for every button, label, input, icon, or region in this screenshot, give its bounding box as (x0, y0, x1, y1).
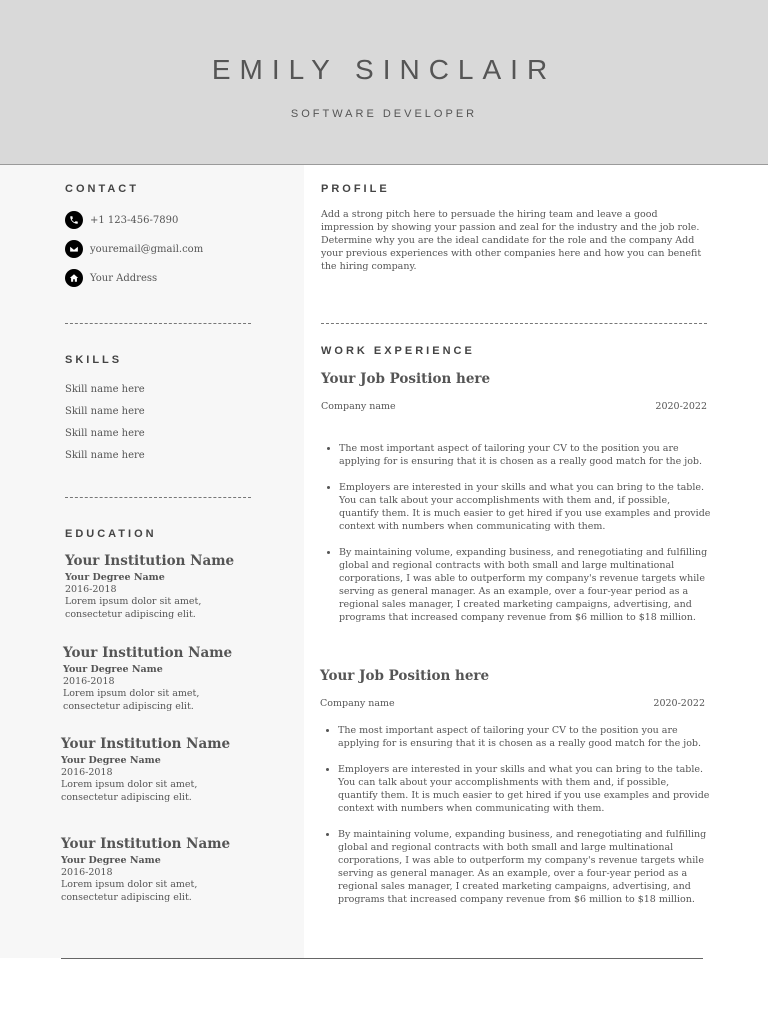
education-years: 2016-2018 (61, 867, 113, 878)
job-position: Your Job Position here (321, 371, 491, 387)
degree-name: Your Degree Name (61, 855, 161, 866)
job-entry (321, 371, 711, 637)
profile-heading: PROFILE (321, 183, 390, 195)
job-bullets (320, 724, 710, 906)
institution-name: Your Institution Name (63, 645, 233, 661)
skill-item: Skill name here (65, 384, 145, 395)
candidate-title: SOFTWARE DEVELOPER (290, 108, 478, 120)
education-description: Lorem ipsum dolor sit amet, consectetur adipiscing elit. (61, 779, 198, 803)
education-item (61, 836, 301, 904)
education-item (61, 736, 301, 804)
phone-icon (65, 211, 83, 229)
contact-heading: CONTACT (65, 183, 139, 195)
skill-item: Skill name here (65, 406, 145, 417)
work-heading: WORK EXPERIENCE (321, 345, 475, 357)
education-description: Lorem ipsum dolor sit amet, consectetur adipiscing elit. (61, 879, 198, 903)
contact-phone (65, 211, 178, 229)
contact-address (65, 269, 157, 287)
skill-item: Skill name here (65, 428, 145, 439)
job-bullet: • Employers are interested in your skills and what you can bring to the table. You can talk about your accomplishments with them and, if possible, quantify them. It is much easier to get hired if you use examples and provide context with numbers when communicating with them. (338, 763, 710, 815)
divider (65, 323, 251, 324)
home-icon (65, 269, 83, 287)
email-text: youremail@gmail.com (90, 243, 204, 255)
skills-heading: SKILLS (65, 354, 123, 366)
education-heading: EDUCATION (65, 528, 157, 540)
divider (65, 497, 251, 498)
job-position: Your Job Position here (320, 668, 490, 684)
job-bullet: • By maintaining volume, expanding business, and renegotiating and fulfilling global and regional contracts with both small and large multinational corporations, I was able to outperform my company's revenue targets while serving as general manager. As an example, over a four-year period as a regional sales manager, I created marketing campaigns, advertising, and programs that increased company revenue from $6 million to $18 million. (339, 546, 711, 624)
job-bullet: • The most important aspect of tailoring your CV to the position you are applying for is ensuring that it is chosen as a really good match for the job. (339, 442, 711, 468)
resume-header (0, 0, 768, 165)
education-years: 2016-2018 (65, 584, 117, 595)
education-years: 2016-2018 (61, 767, 113, 778)
institution-name: Your Institution Name (61, 736, 231, 752)
job-bullet: • The most important aspect of tailoring your CV to the position you are applying for is ensuring that it is chosen as a really good match for the job. (338, 724, 710, 750)
job-bullets (321, 442, 711, 624)
institution-name: Your Institution Name (65, 553, 235, 569)
company-name: Company name (321, 401, 396, 412)
education-years: 2016-2018 (63, 676, 115, 687)
education-description: Lorem ipsum dolor sit amet, consectetur adipiscing elit. (65, 596, 202, 620)
degree-name: Your Degree Name (61, 755, 161, 766)
skill-item: Skill name here (65, 450, 145, 461)
company-name: Company name (320, 698, 395, 709)
job-meta (320, 698, 710, 709)
candidate-name: EMILY SINCLAIR (211, 54, 557, 85)
footer-rule (61, 958, 703, 959)
job-meta (321, 401, 711, 412)
divider (321, 323, 707, 324)
phone-text: +1 123-456-7890 (90, 214, 179, 226)
job-years: 2020-2022 (653, 698, 705, 709)
job-years: 2020-2022 (655, 401, 707, 412)
degree-name: Your Degree Name (65, 572, 165, 583)
address-text: Your Address (90, 272, 158, 284)
education-description: Lorem ipsum dolor sit amet, consectetur adipiscing elit. (63, 688, 200, 712)
contact-email (65, 240, 203, 258)
job-entry (320, 668, 710, 919)
degree-name: Your Degree Name (63, 664, 163, 675)
institution-name: Your Institution Name (61, 836, 231, 852)
education-item (63, 645, 303, 713)
profile-text: Add a strong pitch here to persuade the hiring team and leave a good impression by showing your passion and zeal for the industry and the job role. Determine why you are the ideal candidate for the role and the company Add your previous experiences with other companies here and how you can benefit the hiring company. (321, 209, 702, 272)
job-bullet: • Employers are interested in your skills and what you can bring to the table. You can talk about your accomplishments with them and, if possible, quantify them. It is much easier to get hired if you use examples and provide context with numbers when communicating with them. (339, 481, 711, 533)
job-bullet: • By maintaining volume, expanding business, and renegotiating and fulfilling global and regional contracts with both small and large multinational corporations, I was able to outperform my company's revenue targets while serving as general manager. As an example, over a four-year period as a regional sales manager, I created marketing campaigns, advertising, and programs that increased company revenue from $6 million to $18 million. (338, 828, 710, 906)
education-item (65, 553, 305, 621)
email-icon (65, 240, 83, 258)
